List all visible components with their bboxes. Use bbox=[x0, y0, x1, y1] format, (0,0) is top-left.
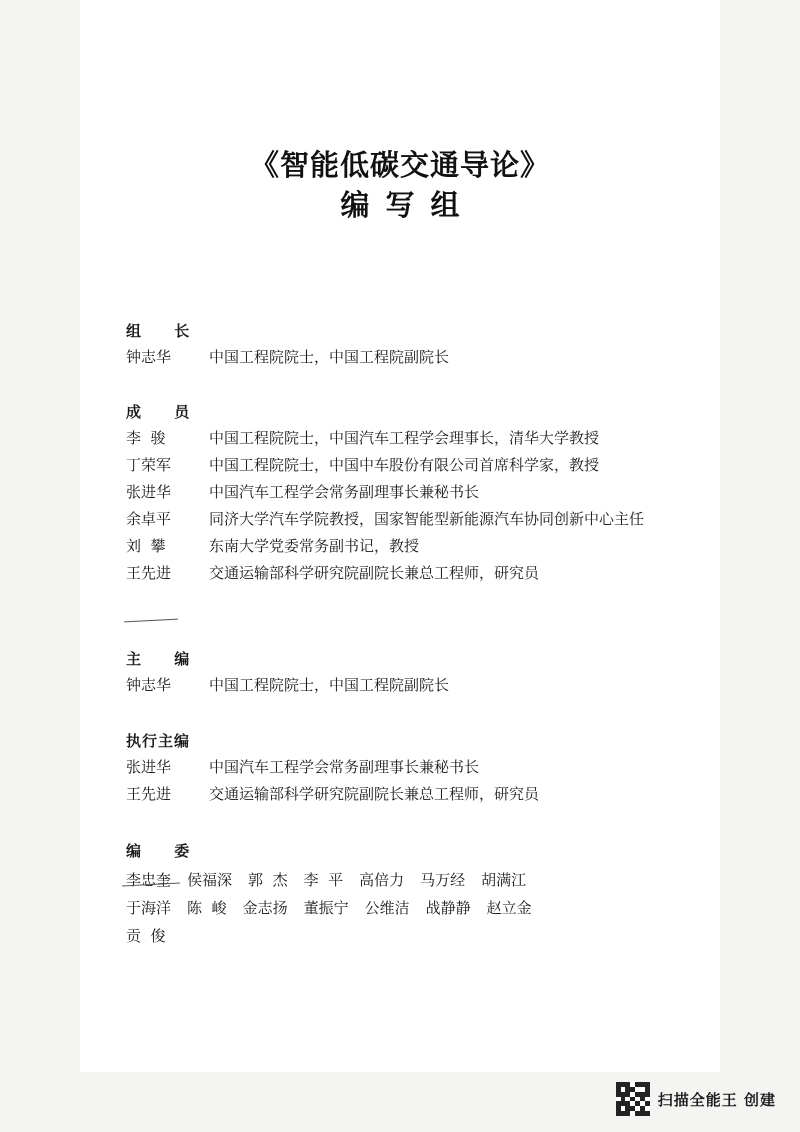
member-desc: 交通运输部科学研究院副院长兼总工程师，研究员 bbox=[209, 564, 540, 582]
member-name: 丁荣军 bbox=[126, 456, 172, 474]
group-title: 编写组 bbox=[340, 188, 476, 222]
member-desc: 东南大学党委常务副书记，教授 bbox=[209, 537, 420, 555]
member-desc: 交通运输部科学研究院副院长兼总工程师，研究员 bbox=[209, 785, 540, 803]
member-name: 王先进 bbox=[126, 785, 172, 803]
member-name: 钟志华 bbox=[126, 348, 172, 366]
member-desc: 中国汽车工程学会常务副理事长兼秘书长 bbox=[209, 483, 480, 501]
committee-member: 贡 俊 bbox=[126, 927, 166, 945]
committee-member: 李忠奎 bbox=[126, 871, 172, 889]
book-title: 《智能低碳交通导论》 bbox=[249, 148, 550, 182]
committee-member: 董振宁 bbox=[303, 899, 349, 917]
executive-editor-row bbox=[126, 754, 686, 781]
committee-section bbox=[126, 840, 686, 950]
committee-member: 侯福深 bbox=[187, 871, 233, 889]
member-desc: 中国工程院院士，中国中车股份有限公司首席科学家，教授 bbox=[209, 456, 600, 474]
member-row bbox=[126, 533, 686, 560]
leader-heading: 组 长 bbox=[126, 322, 204, 340]
member-desc: 中国汽车工程学会常务副理事长兼秘书长 bbox=[209, 758, 480, 776]
member-desc: 中国工程院院士，中国工程院副院长 bbox=[209, 676, 450, 694]
member-desc: 中国工程院院士，中国汽车工程学会理事长，清华大学教授 bbox=[209, 429, 600, 447]
executive-editor-row bbox=[126, 781, 686, 808]
chief-editor-row bbox=[126, 672, 686, 699]
member-name: 张进华 bbox=[126, 758, 172, 776]
committee-row bbox=[126, 922, 686, 950]
executive-editors-heading: 执行主编 bbox=[126, 732, 191, 750]
member-row bbox=[126, 560, 686, 587]
committee-member: 战静静 bbox=[425, 899, 471, 917]
member-row bbox=[126, 479, 686, 506]
member-row bbox=[126, 506, 686, 533]
member-desc: 中国工程院院士，中国工程院副院长 bbox=[209, 348, 450, 366]
committee-member: 赵立金 bbox=[486, 899, 532, 917]
committee-member: 胡满江 bbox=[481, 871, 527, 889]
committee-member: 于海洋 bbox=[126, 899, 172, 917]
member-desc: 同济大学汽车学院教授，国家智能型新能源汽车协同创新中心主任 bbox=[209, 510, 645, 528]
committee-row bbox=[126, 866, 686, 894]
committee-row bbox=[126, 894, 686, 922]
chief-editor-section bbox=[126, 648, 686, 699]
leader-section bbox=[126, 320, 686, 371]
committee-member: 陈 峻 bbox=[187, 899, 227, 917]
member-row bbox=[126, 425, 686, 452]
member-name: 王先进 bbox=[126, 564, 172, 582]
member-name: 钟志华 bbox=[126, 676, 172, 694]
watermark-text: 扫描全能王 创建 bbox=[657, 1090, 776, 1109]
committee-member: 高倍力 bbox=[359, 871, 405, 889]
leader-row bbox=[126, 344, 686, 371]
committee-member: 金志扬 bbox=[242, 899, 288, 917]
committee-heading: 编 委 bbox=[126, 842, 204, 860]
member-name: 余卓平 bbox=[126, 510, 172, 528]
committee-member: 郭 杰 bbox=[248, 871, 288, 889]
member-name: 李 骏 bbox=[126, 429, 166, 447]
members-heading: 成 员 bbox=[126, 403, 204, 421]
member-name: 张进华 bbox=[126, 483, 172, 501]
member-row bbox=[126, 452, 686, 479]
executive-editors-section bbox=[126, 730, 686, 808]
committee-member: 李 平 bbox=[303, 871, 344, 889]
scanner-watermark bbox=[616, 1082, 776, 1116]
chief-editor-heading: 主 编 bbox=[126, 650, 204, 668]
members-section bbox=[126, 401, 686, 587]
committee-member: 公维洁 bbox=[364, 899, 410, 917]
member-name: 刘 攀 bbox=[126, 537, 166, 555]
qr-code-icon bbox=[616, 1082, 650, 1116]
committee-member: 马万经 bbox=[420, 871, 466, 889]
